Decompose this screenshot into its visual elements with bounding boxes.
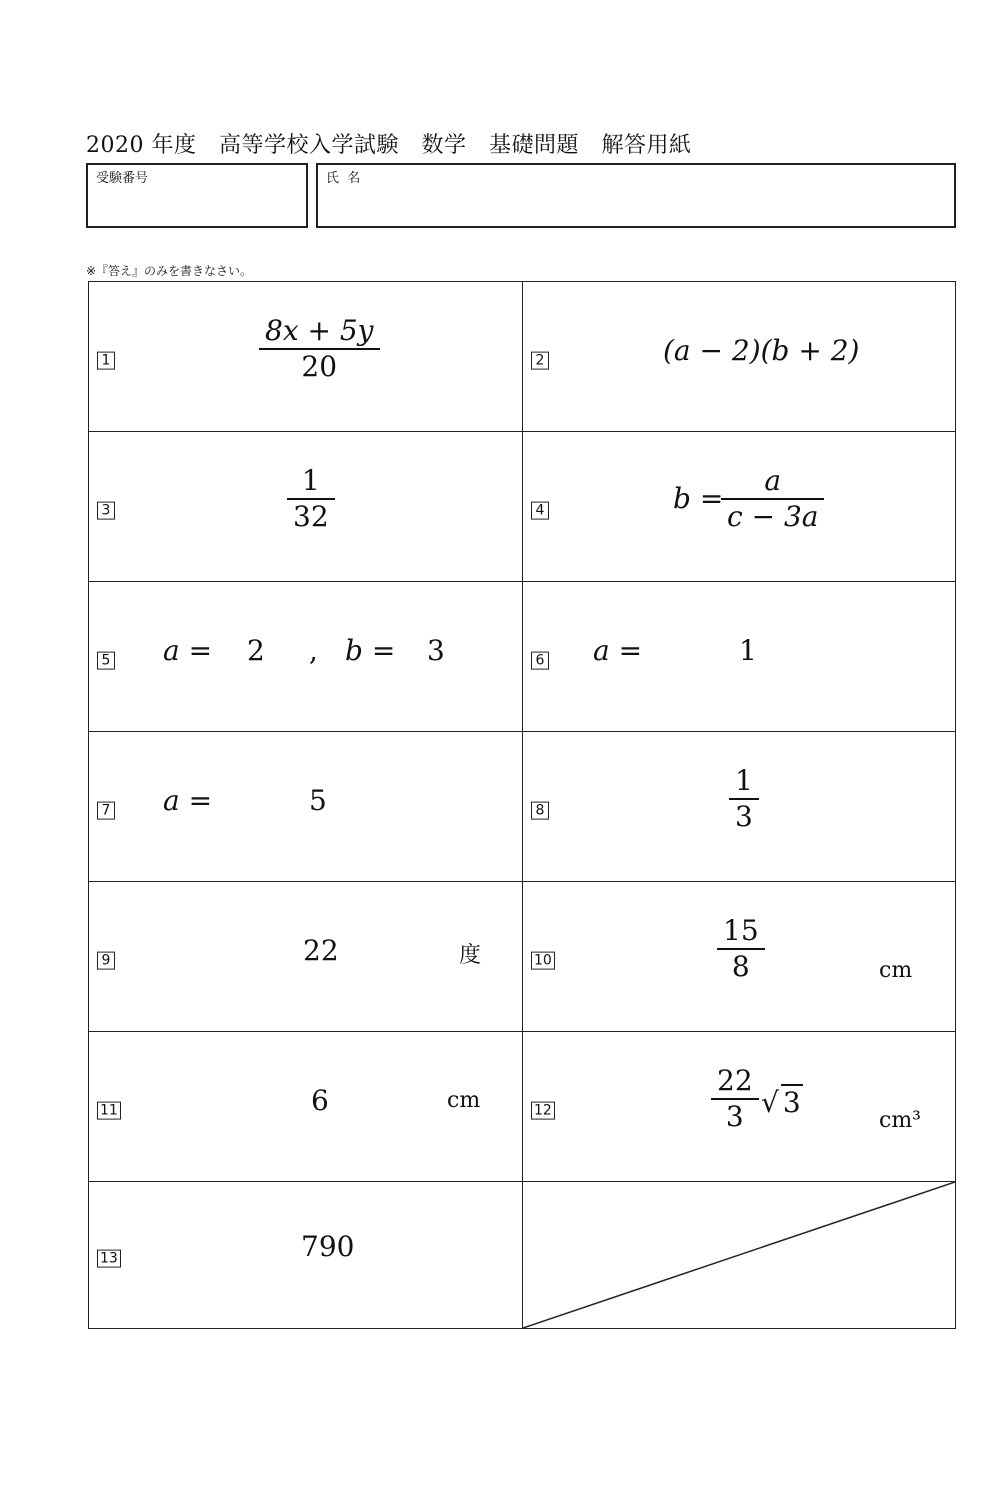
answer-cell-12 [523, 1032, 955, 1182]
answer-cell-5 [89, 582, 523, 732]
answer-value: 5 [309, 784, 327, 817]
page-title: 2020 年度 高等学校入学試験 数学 基礎問題 解答用紙 [86, 133, 692, 158]
answer-fraction: 15 8 [717, 914, 765, 984]
answer-cell-13 [89, 1182, 523, 1328]
answer-unit: 度 [459, 943, 482, 968]
question-number: 5 [97, 651, 115, 669]
answer-cell-8 [523, 732, 955, 882]
instruction-note: ※『答え』のみを書きなさい。 [86, 264, 253, 278]
question-number: 1 [97, 351, 115, 369]
question-number: 7 [97, 801, 115, 819]
answer-value: 6 [311, 1084, 329, 1117]
answer-cell-7 [89, 732, 523, 882]
answer-grid [88, 281, 956, 1329]
answer-value: 2 [247, 634, 265, 667]
answer-fraction: 1 3 [729, 764, 759, 834]
name-label: 氏 名 [326, 171, 361, 186]
answer-cell-10 [523, 882, 955, 1032]
exam-number-label: 受験番号 [96, 171, 149, 186]
question-number: 6 [531, 651, 549, 669]
answer-fraction: 22 3 [711, 1064, 759, 1134]
answer-label: a = [163, 634, 213, 667]
empty-cell [523, 1182, 955, 1328]
answer-sqrt: √ 3 [761, 1086, 801, 1119]
answer-prefix: b = [673, 482, 724, 515]
diagonal-strike [523, 1182, 955, 1328]
name-field[interactable] [316, 163, 956, 228]
question-number: 13 [97, 1250, 121, 1268]
answer-unit: cm³ [879, 1108, 922, 1133]
question-number: 10 [531, 951, 555, 969]
answer-cell-3 [89, 432, 523, 582]
answer-cell-11 [89, 1032, 523, 1182]
answer-unit: cm [447, 1088, 481, 1113]
answer-cell-1 [89, 282, 523, 432]
answer-value: 790 [301, 1230, 355, 1263]
answer-fraction: 1 32 [287, 464, 335, 534]
answer-value: (a − 2)(b + 2) [663, 334, 860, 367]
question-number: 11 [97, 1101, 121, 1119]
answer-cell-2 [523, 282, 955, 432]
answer-separator: , [309, 634, 318, 667]
question-number: 9 [97, 951, 115, 969]
answer-cell-6 [523, 582, 955, 732]
question-number: 8 [531, 801, 549, 819]
answer-value: 1 [739, 634, 757, 667]
answer-fraction: a c − 3a [721, 464, 824, 534]
answer-label: b = [345, 634, 396, 667]
question-number: 3 [97, 501, 115, 519]
answer-cell-9 [89, 882, 523, 1032]
answer-label: a = [163, 784, 213, 817]
question-number: 2 [531, 351, 549, 369]
question-number: 4 [531, 501, 549, 519]
answer-value: 3 [427, 634, 445, 667]
question-number: 12 [531, 1101, 555, 1119]
answer-cell-4 [523, 432, 955, 582]
answer-label: a = [593, 634, 643, 667]
exam-number-field[interactable] [86, 163, 308, 228]
answer-value: 22 [303, 934, 339, 967]
answer-fraction: 8x + 5y 20 [259, 314, 380, 384]
answer-unit: cm [879, 958, 913, 983]
